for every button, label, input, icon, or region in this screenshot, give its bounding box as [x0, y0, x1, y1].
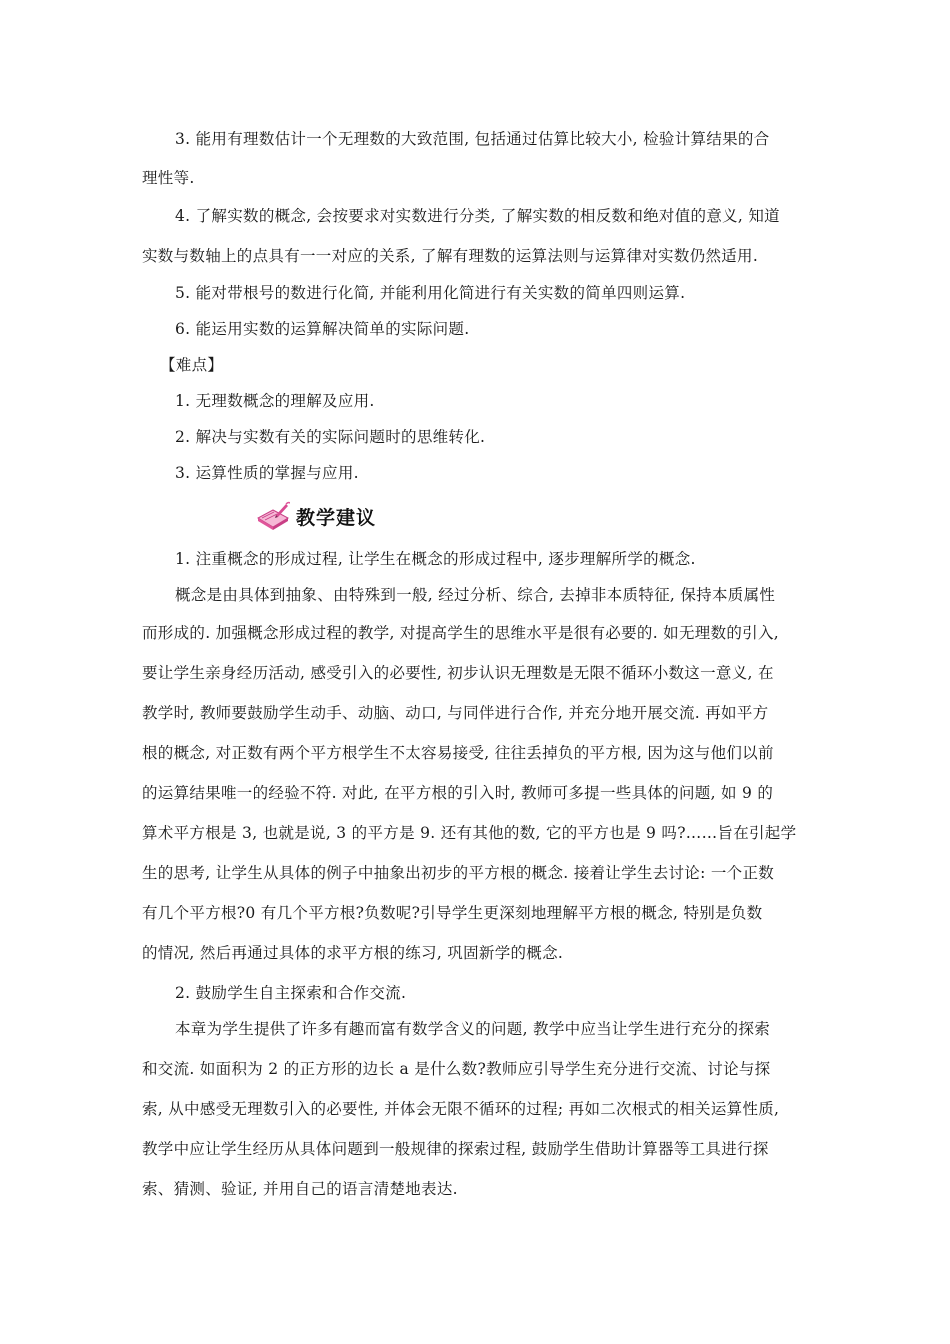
text-line: 概念是由具体到抽象、由特殊到一般, 经过分析、综合, 去掉非本质特征, 保持本质属性 [175, 586, 776, 604]
text-line: 算术平方根是 3, 也就是说, 3 的平方是 9. 还有其他的数, 它的平方也是 9 吗?……旨在引起学 [142, 824, 797, 842]
text-line: 的运算结果唯一的经验不符. 对此, 在平方根的引入时, 教师可多提一些具体的问题, 如 9 的 [142, 784, 774, 802]
text-line: 1. 无理数概念的理解及应用. [175, 392, 375, 410]
text-line: 3. 运算性质的掌握与应用. [175, 464, 359, 482]
text-line: 根的概念, 对正数有两个平方根学生不太容易接受, 往往丢掉负的平方根, 因为这与他们以前 [142, 744, 774, 762]
text-line: 生的思考, 让学生从具体的例子中抽象出初步的平方根的概念. 接着让学生去讨论: 一个正数 [142, 864, 775, 882]
text-line: 教学时, 教师要鼓励学生动手、动脑、动口, 与同伴进行合作, 并充分地开展交流. 再如平方 [142, 704, 769, 722]
text-line: 理性等. [142, 169, 195, 187]
text-line: 本章为学生提供了许多有趣而富有数学含义的问题, 教学中应当让学生进行充分的探索 [175, 1020, 771, 1038]
text-line: 实数与数轴上的点具有一一对应的关系, 了解有理数的运算法则与运算律对实数仍然适用. [142, 247, 759, 265]
section-title: 教学建议 [296, 506, 377, 529]
text-line: 索, 从中感受无理数引入的必要性, 并体会无限不循环的过程; 再如二次根式的相关运算性质, [142, 1100, 780, 1118]
text-line: 2. 解决与实数有关的实际问题时的思维转化. [175, 428, 486, 446]
text-line: 6. 能运用实数的运算解决简单的实际问题. [175, 320, 470, 338]
text-line: 有几个平方根?0 有几个平方根?负数呢?引导学生更深刻地理解平方根的概念, 特别是负数 [142, 904, 763, 922]
text-line: 2. 鼓励学生自主探索和合作交流. [175, 984, 407, 1002]
text-line: 1. 注重概念的形成过程, 让学生在概念的形成过程中, 逐步理解所学的概念. [175, 550, 696, 568]
text-line: 【难点】 [160, 356, 224, 374]
text-line: 教学中应让学生经历从具体问题到一般规律的探索过程, 鼓励学生借助计算器等工具进行探 [142, 1140, 769, 1158]
section-heading [256, 498, 376, 534]
text-line: 索、猜测、验证, 并用自己的语言清楚地表达. [142, 1180, 458, 1198]
text-line: 3. 能用有理数估计一个无理数的大致范围, 包括通过估算比较大小, 检验计算结果的合 [175, 130, 770, 148]
text-line: 的情况, 然后再通过具体的求平方根的练习, 巩固新学的概念. [142, 944, 564, 962]
text-line: 和交流. 如面积为 2 的正方形的边长 a 是什么数?教师应引导学生充分进行交流、讨论与探 [142, 1060, 771, 1078]
text-line: 5. 能对带根号的数进行化简, 并能利用化简进行有关实数的简单四则运算. [175, 284, 686, 302]
text-line: 要让学生亲身经历活动, 感受引入的必要性, 初步认识无理数是无限不循环小数这一意义, 在 [142, 664, 774, 682]
text-line: 4. 了解实数的概念, 会按要求对实数进行分类, 了解实数的相反数和绝对值的意义, 知道 [175, 207, 780, 225]
book-pen-icon [256, 501, 290, 531]
text-line: 而形成的. 加强概念形成过程的教学, 对提高学生的思维水平是很有必要的. 如无理数的引入, [142, 624, 779, 642]
